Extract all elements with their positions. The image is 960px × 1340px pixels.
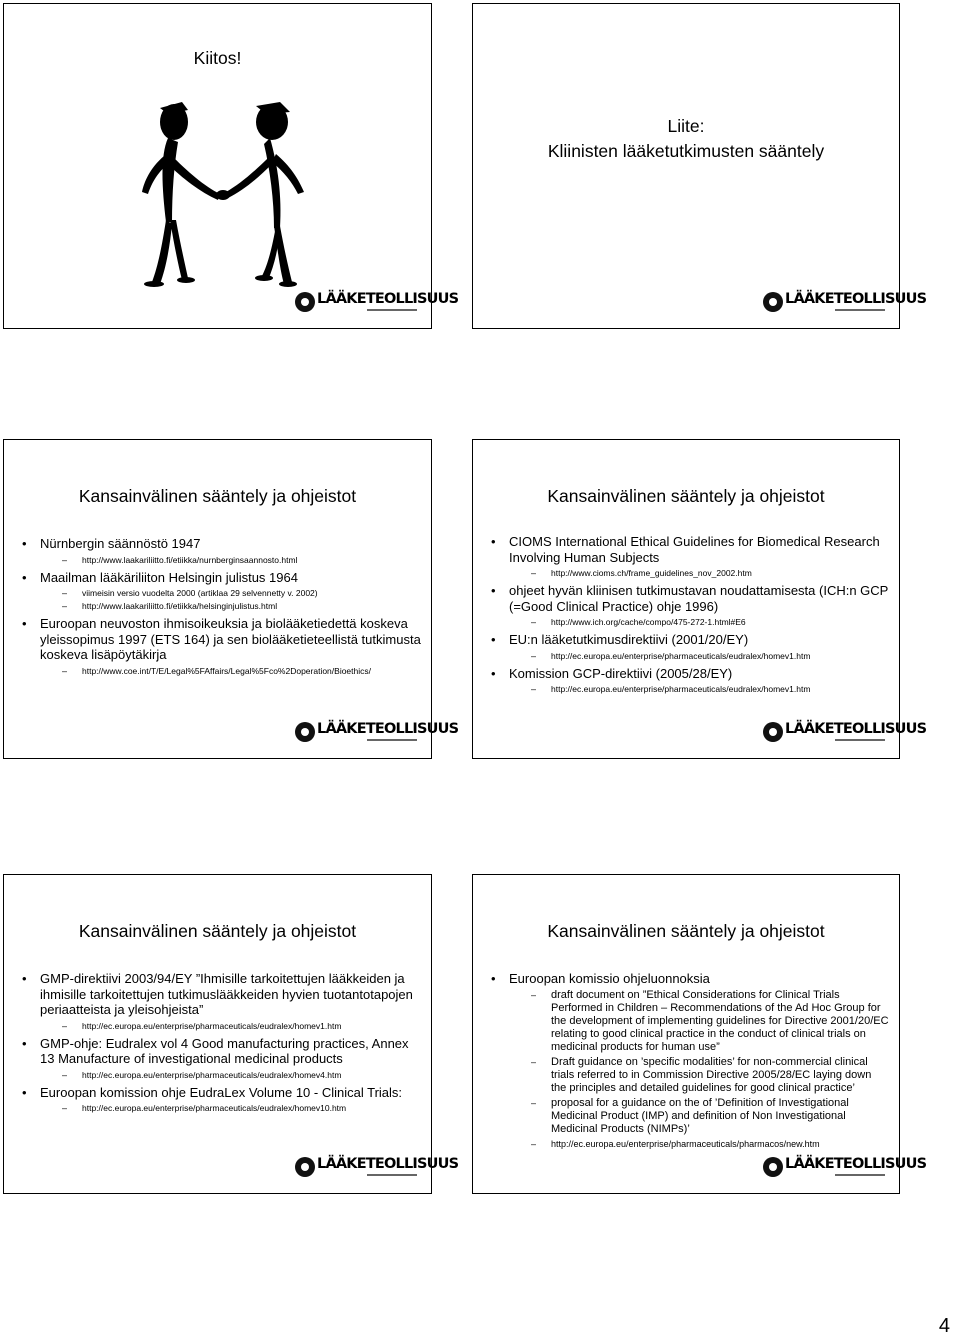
bullet-text: GMP-ohje: Eudralex vol 4 Good manufacturing practices, Annex 13 Manufacture of investigational medicinal products bbox=[40, 1035, 409, 1066]
bullet-text: ohjeet hyvän kliinisen tutkimustavan noudattamisesta (ICH:n GCP (=Good Clinical Practice) ohje 1996) bbox=[509, 583, 889, 614]
lt-logo-underline bbox=[367, 1174, 417, 1176]
lt-logo bbox=[763, 290, 927, 316]
slide-title: Kansainvälinen sääntely ja ohjeistot bbox=[78, 921, 357, 941]
bullet-text: Euroopan neuvoston ihmisoikeuksia ja biolääketiedettä koskeva yleissopimus 1997 (ETS 164) ja sen biolääketieteellistä tutkimusta koskeva lisäpöytäkirja bbox=[40, 616, 421, 662]
bullet-item bbox=[18, 570, 421, 614]
slide-title: Kansainvälinen sääntely ja ohjeistot bbox=[78, 486, 357, 506]
lt-logo-icon bbox=[295, 722, 315, 742]
sub-item-text: draft document on ”Ethical Considerations for Clinical Trials Performed in Children – Recommendations of the Ad Hoc Group for the development of implementing guidelines for Directive 2001/20/EC relating to good clinical practice in the conduct of clinical trials on medicinal products for human use” bbox=[551, 988, 889, 1053]
sub-item-link[interactable] bbox=[509, 650, 889, 663]
sub-item-link[interactable] bbox=[40, 665, 421, 678]
sub-item bbox=[509, 1097, 889, 1136]
slide-title: Kansainvälinen sääntely ja ohjeistot bbox=[547, 921, 825, 941]
bullet-item bbox=[487, 632, 889, 663]
slide-body bbox=[18, 536, 421, 681]
lt-logo-underline bbox=[367, 739, 417, 741]
bullet-text: Nürnbergin säännöstö 1947 bbox=[40, 536, 201, 551]
link-text[interactable]: http://www.laakariliitto.fi/etiikka/nurnberginsaannosto.html bbox=[82, 554, 298, 565]
slide-title: Kiitos! bbox=[193, 48, 242, 68]
link-text[interactable]: http://ec.europa.eu/enterprise/pharmaceuticals/eudralex/homev10.htm bbox=[82, 1103, 347, 1113]
bullet-item bbox=[18, 536, 421, 567]
link-text[interactable]: http://ec.europa.eu/enterprise/pharmaceuticals/eudralex/homev1.htm bbox=[551, 650, 811, 661]
lt-logo-icon bbox=[763, 722, 783, 742]
sub-item-link[interactable] bbox=[509, 567, 889, 580]
slide-title-line1: Liite: bbox=[667, 116, 705, 136]
sub-item bbox=[509, 1056, 889, 1095]
bullet-text: Euroopan komission ohje EudraLex Volume 10 - Clinical Trials: bbox=[40, 1084, 403, 1100]
bullet-text: Maailman lääkäriliiton Helsingin julistus 1964 bbox=[40, 569, 298, 585]
sub-item-link[interactable] bbox=[40, 1020, 421, 1033]
bullet-text: Euroopan komissio ohjeluonnoksia bbox=[509, 971, 710, 986]
lt-logo-text: LÄÄKETEOLLISUUS bbox=[785, 291, 927, 307]
bullet-item bbox=[487, 666, 889, 697]
bullet-text: EU:n lääketutkimusdirektiivi (2001/20/EY) bbox=[509, 632, 749, 647]
sub-item-link[interactable] bbox=[509, 616, 889, 629]
link-text[interactable]: http://ec.europa.eu/enterprise/pharmaceuticals/eudralex/homev1.htm bbox=[82, 1020, 342, 1031]
bullet-item bbox=[487, 583, 889, 629]
slide-liite bbox=[472, 3, 927, 329]
slide-body bbox=[18, 971, 421, 1118]
lt-logo-text: LÄÄKETEOLLISUUS bbox=[785, 1156, 927, 1172]
slide-regulation-1 bbox=[3, 439, 459, 759]
sub-item-link[interactable] bbox=[40, 1069, 421, 1082]
sub-item-text: viimeisin versio vuodelta 2000 (artiklaa 29 selvennetty v. 2002) bbox=[82, 588, 318, 598]
slide-regulation-2 bbox=[472, 439, 927, 759]
bullet-item bbox=[487, 534, 889, 580]
sub-item bbox=[40, 587, 421, 600]
bullet-text: GMP-direktiivi 2003/94/EY ”Ihmisille tarkoitettujen lääkkeiden ja ihmisille tarkoitettujen tutkimuslääkkeiden hyvien tuotantotapojen periaatteista ja yleisohjeista” bbox=[40, 971, 413, 1017]
lt-logo-text: LÄÄKETEOLLISUUS bbox=[317, 721, 459, 737]
page-number: 4 bbox=[938, 1315, 950, 1337]
lt-logo bbox=[295, 290, 459, 316]
sub-item-link[interactable] bbox=[40, 554, 421, 567]
slide-title: Kansainvälinen sääntely ja ohjeistot bbox=[547, 486, 825, 506]
bullet-item bbox=[18, 1085, 421, 1116]
slide-regulation-4 bbox=[472, 874, 927, 1194]
lt-logo bbox=[763, 1155, 927, 1181]
lt-logo-underline bbox=[835, 739, 885, 741]
sub-item bbox=[509, 989, 889, 1054]
lt-logo-underline bbox=[835, 309, 885, 311]
bullet-item bbox=[18, 971, 421, 1033]
lt-logo-icon bbox=[295, 1157, 315, 1177]
bullet-item bbox=[487, 971, 889, 1151]
slide-title-line2: Kliinisten lääketutkimusten sääntely bbox=[547, 141, 825, 161]
bullet-text: CIOMS International Ethical Guidelines for Biomedical Research Involving Human Subjects bbox=[509, 534, 880, 565]
handshake-illustration bbox=[122, 96, 320, 292]
slide-regulation-3 bbox=[3, 874, 459, 1194]
slide-kiitos bbox=[3, 3, 459, 329]
lt-logo-text: LÄÄKETEOLLISUUS bbox=[317, 291, 459, 307]
slide-body bbox=[487, 971, 889, 1154]
lt-logo bbox=[295, 720, 459, 746]
lt-logo-underline bbox=[367, 309, 417, 311]
lt-logo bbox=[763, 720, 927, 746]
sub-item-text: proposal for a guidance on the of ’Definition of Investigational Medicinal Product (IMP) and definition of Non Investigational Medicinal Products (NIMPs)’ bbox=[551, 1096, 849, 1135]
lt-logo-icon bbox=[763, 1157, 783, 1177]
lt-logo-icon bbox=[295, 292, 315, 312]
lt-logo bbox=[295, 1155, 459, 1181]
sub-item-link[interactable] bbox=[40, 1102, 421, 1115]
link-text[interactable]: http://ec.europa.eu/enterprise/pharmaceuticals/eudralex/homev4.htm bbox=[82, 1069, 342, 1080]
bullet-item bbox=[18, 1036, 421, 1082]
lt-logo-underline bbox=[835, 1174, 885, 1176]
bullet-text: Komission GCP-direktiivi (2005/28/EY) bbox=[509, 665, 733, 681]
link-text[interactable]: http://www.cioms.ch/frame_guidelines_nov_2002.htm bbox=[551, 568, 752, 578]
sub-item-link[interactable] bbox=[40, 600, 421, 613]
slide-title bbox=[473, 114, 899, 164]
link-text[interactable]: http://www.ich.org/cache/compo/475-272-1.html#E6 bbox=[551, 617, 746, 627]
lt-logo-text: LÄÄKETEOLLISUUS bbox=[785, 721, 927, 737]
sub-item-text: Draft guidance on ’specific modalities’ for non-commercial clinical trials referred to in Commission Directive 2005/28/EC laying down the principles and detailed guidelines for good clinical practice’ bbox=[551, 1055, 872, 1094]
bullet-item bbox=[18, 616, 421, 678]
lt-logo-icon bbox=[763, 292, 783, 312]
slide-body bbox=[487, 534, 889, 699]
lt-logo-text: LÄÄKETEOLLISUUS bbox=[317, 1156, 459, 1172]
link-text[interactable]: http://ec.europa.eu/enterprise/pharmaceuticals/pharmacos/new.htm bbox=[551, 1138, 820, 1149]
sub-item-link[interactable] bbox=[509, 683, 889, 696]
link-text[interactable]: http://ec.europa.eu/enterprise/pharmaceuticals/eudralex/homev1.htm bbox=[551, 684, 811, 694]
sub-item-link[interactable] bbox=[509, 1138, 889, 1151]
link-text[interactable]: http://www.coe.int/T/E/Legal%5FAffairs/Legal%5Fco%2Doperation/Bioethics/ bbox=[82, 665, 371, 676]
link-text[interactable]: http://www.laakariliitto.fi/etiikka/helsinginjulistus.html bbox=[82, 601, 278, 611]
